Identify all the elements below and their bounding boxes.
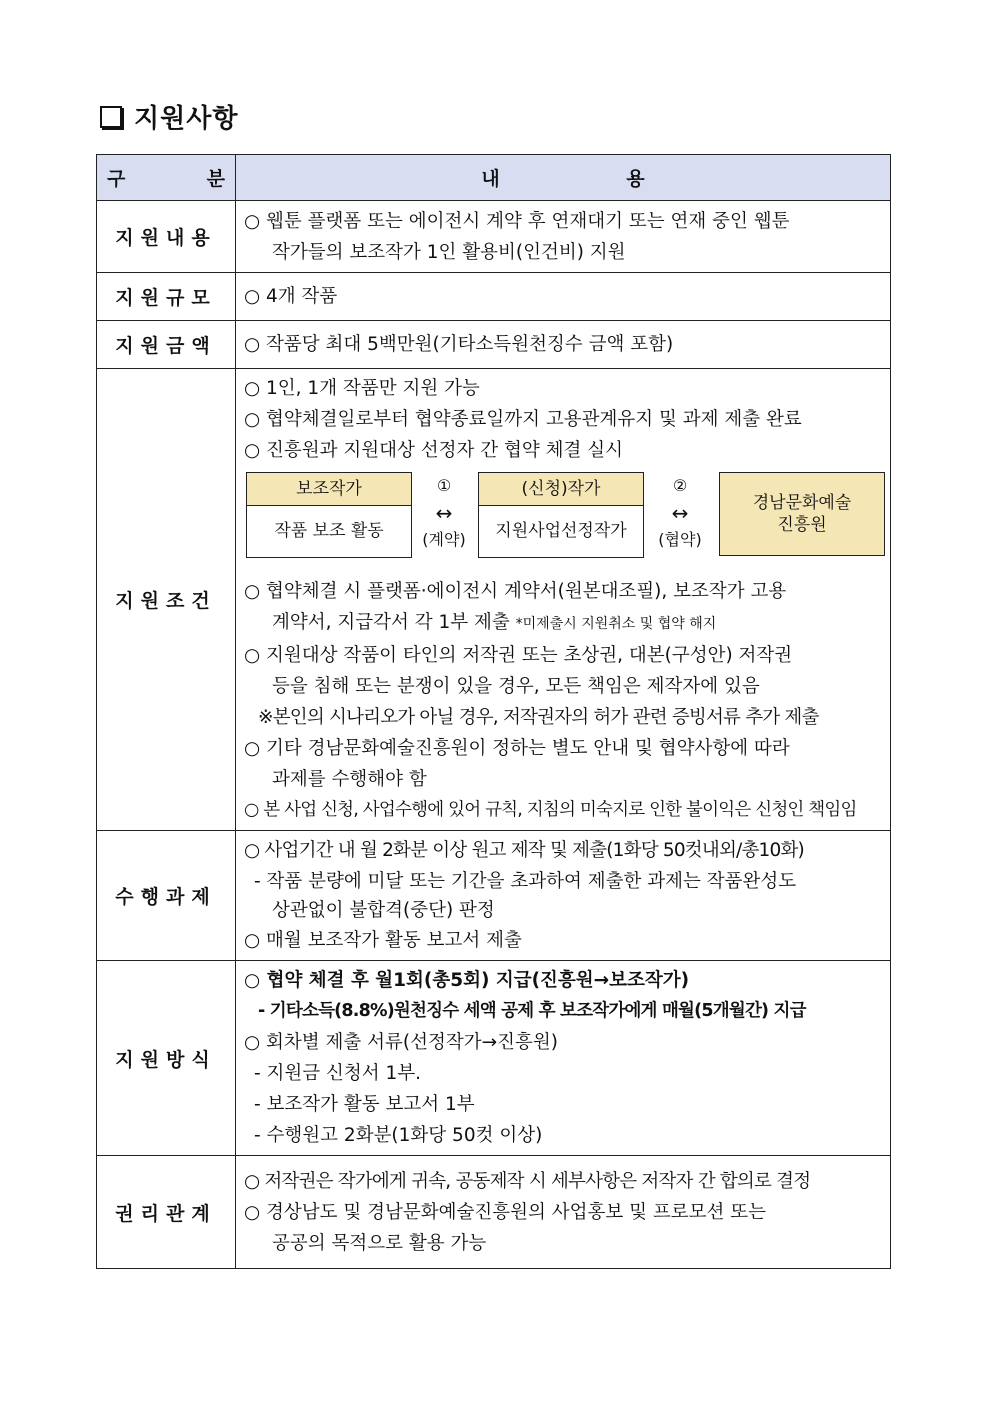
- text-line: ○ 4개 작품: [244, 286, 338, 307]
- text-line: 과제를 수행해야 함: [272, 769, 427, 790]
- label-support-conditions: 지원조건: [97, 369, 236, 831]
- text-line: 작가들의 보조작가 1인 활용비(인건비) 지원: [272, 241, 626, 263]
- row-support-scale: [97, 273, 891, 321]
- label-support-content: 지원내용: [97, 201, 236, 273]
- text-line: - 기타소득(8.8%)원천징수 세액 공제 후 보조작가에게 매월(5개월간) 지급: [258, 1001, 806, 1021]
- text-line: ○ 1인, 1개 작품만 지원 가능: [244, 378, 480, 399]
- double-arrow-icon: ↔: [435, 501, 453, 525]
- label-tasks: 수행과제: [97, 831, 236, 961]
- text-line: ○ 웹툰 플랫폼 또는 에이전시 계약 후 연재대기 또는 연재 중인 웹툰: [244, 210, 790, 232]
- text-line: ○ 협약체결 시 플랫폼·에이전시 계약서(원본대조필), 보조작가 고용: [244, 581, 787, 602]
- text-line: ○ 사업기간 내 월 2화분 이상 원고 제작 및 제출(1화당 50컷내외/총10화): [244, 840, 804, 861]
- text-line: ○ 기타 경남문화예술진흥원이 정하는 별도 안내 및 협약사항에 따라: [244, 738, 790, 759]
- text-line: - 지원금 신청서 1부.: [254, 1063, 422, 1084]
- double-arrow-icon: ↔: [671, 501, 689, 525]
- text-line: ○ 저작권은 작가에게 귀속, 공동제작 시 세부사항은 저작자 간 합의로 결정: [244, 1170, 811, 1192]
- text-line: ○ 협약체결일로부터 협약종료일까지 고용관계유지 및 과제 제출 완료: [244, 409, 802, 430]
- text-line: 계약서, 지급각서 각 1부 제출 *미제출시 지원취소 및 협약 해지: [272, 612, 717, 633]
- text-line: ○ 경상남도 및 경남문화예술진흥원의 사업홍보 및 프로모션 또는: [244, 1201, 766, 1223]
- applicant-writer-box: (신청)작가 지원사업선정작가: [478, 472, 644, 558]
- foundation-box: 경남문화예술 진흥원: [719, 472, 885, 556]
- row-method: [97, 961, 891, 1156]
- text-line: - 작품 분량에 미달 또는 기간을 초과하여 제출한 과제는 작품완성도: [254, 871, 797, 892]
- text-line: 공공의 목적으로 활용 가능: [272, 1232, 487, 1254]
- section-header: [100, 98, 238, 135]
- text-line: ○ 지원대상 작품이 타인의 저작권 또는 초상권, 대본(구성안) 저작권: [244, 645, 793, 666]
- text-line: ○ 회차별 제출 서류(선정작가→진흥원): [244, 1032, 558, 1053]
- row-support-conditions: [97, 369, 891, 831]
- text-line: ○ 작품당 최대 5백만원(기타소득원천징수 금액 포함): [244, 334, 674, 355]
- support-details-table: [96, 154, 891, 1269]
- label-support-amount: 지원금액: [97, 321, 236, 369]
- header-content: 내 용: [236, 155, 891, 201]
- row-support-amount: [97, 321, 891, 369]
- text-line: 등을 침해 또는 분쟁이 있을 경우, 모든 책임은 제작자에 있음: [272, 676, 760, 697]
- label-method: 지원방식: [97, 961, 236, 1156]
- text-line: ○ 매월 보조작가 활동 보고서 제출: [244, 930, 522, 951]
- checkbox-square-icon: [100, 106, 122, 128]
- table-header-row: [97, 155, 891, 201]
- section-title: 지원사항: [134, 104, 239, 134]
- contract-connector: ① ↔ (계약): [414, 472, 474, 554]
- agreement-connector: ② ↔ (협약): [650, 472, 710, 554]
- label-support-scale: 지원규모: [97, 273, 236, 321]
- text-line: - 수행원고 2화분(1화당 50컷 이상): [254, 1125, 543, 1146]
- assistant-writer-box: 보조작가 작품 보조 활동: [246, 472, 412, 558]
- row-support-content: [97, 201, 891, 273]
- label-rights: 권리관계: [97, 1156, 236, 1269]
- text-line: - 보조작가 활동 보고서 1부: [254, 1094, 475, 1115]
- row-rights: [97, 1156, 891, 1269]
- contract-flow-diagram: [244, 472, 880, 572]
- text-line: ○ 본 사업 신청, 사업수행에 있어 규칙, 지침의 미숙지로 인한 불이익은 신청인 책임임: [244, 800, 857, 820]
- text-line: ※본인의 시나리오가 아닐 경우, 저작권자의 허가 관련 증빙서류 추가 제출: [258, 707, 819, 728]
- text-line: 상관없이 불합격(중단) 판정: [272, 900, 495, 921]
- header-category: 구 분: [97, 155, 236, 201]
- text-line: ○ 진흥원과 지원대상 선정자 간 협약 체결 실시: [244, 440, 623, 461]
- row-tasks: [97, 831, 891, 961]
- text-line: ○ 협약 체결 후 월1회(총5회) 지급(진흥원→보조작가): [244, 970, 690, 991]
